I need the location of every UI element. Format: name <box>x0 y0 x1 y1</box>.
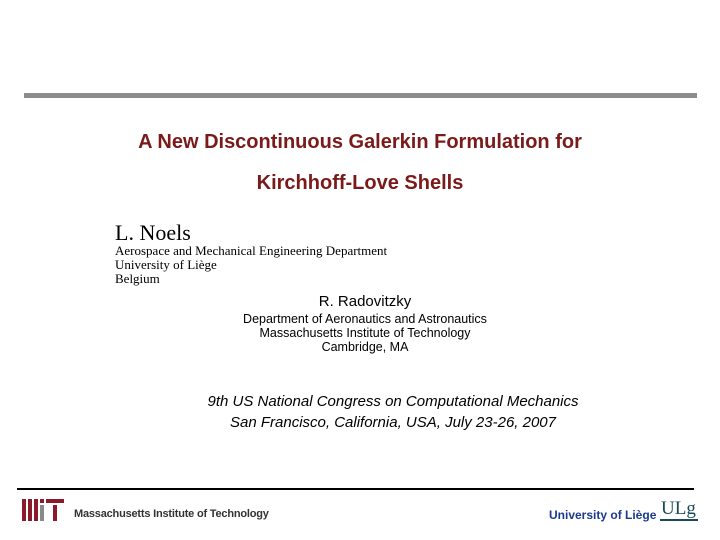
mit-name: Massachusetts Institute of Technology <box>74 508 269 520</box>
ulg-logo-icon <box>660 496 698 524</box>
top-divider <box>24 93 697 98</box>
title-line-2: Kirchhoff-Love Shells <box>256 172 464 194</box>
author-1-university: University of Liège <box>115 257 217 272</box>
author-1-name: L. Noels <box>115 220 191 245</box>
author-2-department: Department of Aeronautics and Astronautics <box>243 312 487 326</box>
title-line-1: A New Discontinuous Galerkin Formulation for <box>138 131 582 153</box>
author-2-institute: Massachusetts Institute of Technology <box>259 326 471 340</box>
conference-name: 9th US National Congress on Computational Mechanics <box>207 393 579 410</box>
author-1-affiliation <box>115 244 387 286</box>
author-2-affiliation <box>200 312 530 354</box>
ulg-name: University of Liège <box>549 508 657 522</box>
author-1-country: Belgium <box>115 271 160 286</box>
svg-text:ULg: ULg <box>661 498 696 519</box>
author-1-department: Aerospace and Mechanical Engineering Department <box>115 243 388 258</box>
bottom-divider <box>17 488 694 490</box>
author-2-location: Cambridge, MA <box>321 340 409 354</box>
mit-logo-icon <box>22 499 64 521</box>
author-2-name: R. Radovitzky <box>318 293 412 310</box>
conference-location-date: San Francisco, California, USA, July 23-26, 2007 <box>230 414 556 431</box>
